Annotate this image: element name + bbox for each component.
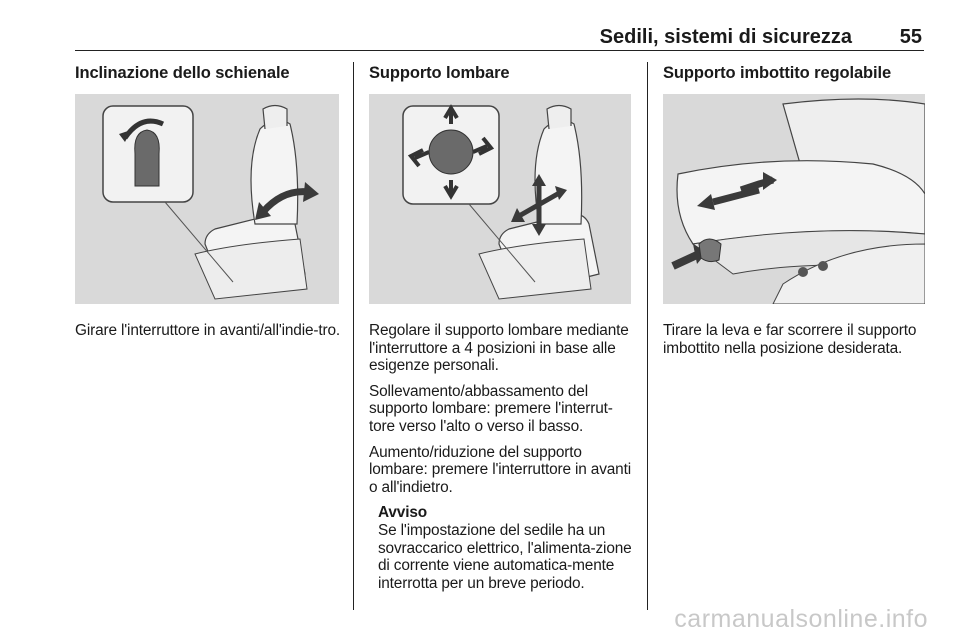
column-lumbar [369,64,631,83]
paragraph: Girare l'interruttore in avanti/all'indie-tro. [75,322,341,339]
notice-box [378,504,635,592]
page-number: 55 [899,26,922,48]
section-title: Sedili, sistemi di sicurezza [599,26,852,48]
heading-backrest-tilt: Inclinazione dello schienale [75,64,290,82]
column-backrest [75,64,339,83]
column-2-text [369,322,635,592]
column-3-text [663,322,929,365]
paragraph: Aumento/riduzione del supporto lombare: premere l'interruttore in avanti o all'indietro. [369,443,631,496]
column-divider [353,62,354,610]
backrest-tilt-illustration [75,94,339,304]
heading-adjustable-cushion: Supporto imbottito regolabile [663,64,892,82]
column-1-text [75,322,343,348]
column-divider [647,62,648,610]
notice-title: Avviso [378,504,427,522]
cushion-support-illustration [663,94,925,304]
paragraph: Sollevamento/abbassamento del supporto lombare: premere l'interrut-tore verso l'alto o verso il basso. [369,382,613,435]
column-cushion [663,64,925,83]
paragraph: Regolare il supporto lombare mediante l'interruttore a 4 posizioni in base alle esigenze personali. [369,322,629,375]
heading-lumbar-support: Supporto lombare [369,64,510,82]
paragraph: Tirare la leva e far scorrere il supporto imbottito nella posizione desiderata. [663,322,917,357]
lumbar-support-illustration [369,94,631,304]
watermark: carmanualsonline.info [674,605,928,633]
notice-text: Se l'impostazione del sedile ha un sovraccarico elettrico, l'alimenta-zione di corrente viene automatica-mente interrotta per un breve periodo. [378,521,632,592]
page-header [75,22,924,51]
